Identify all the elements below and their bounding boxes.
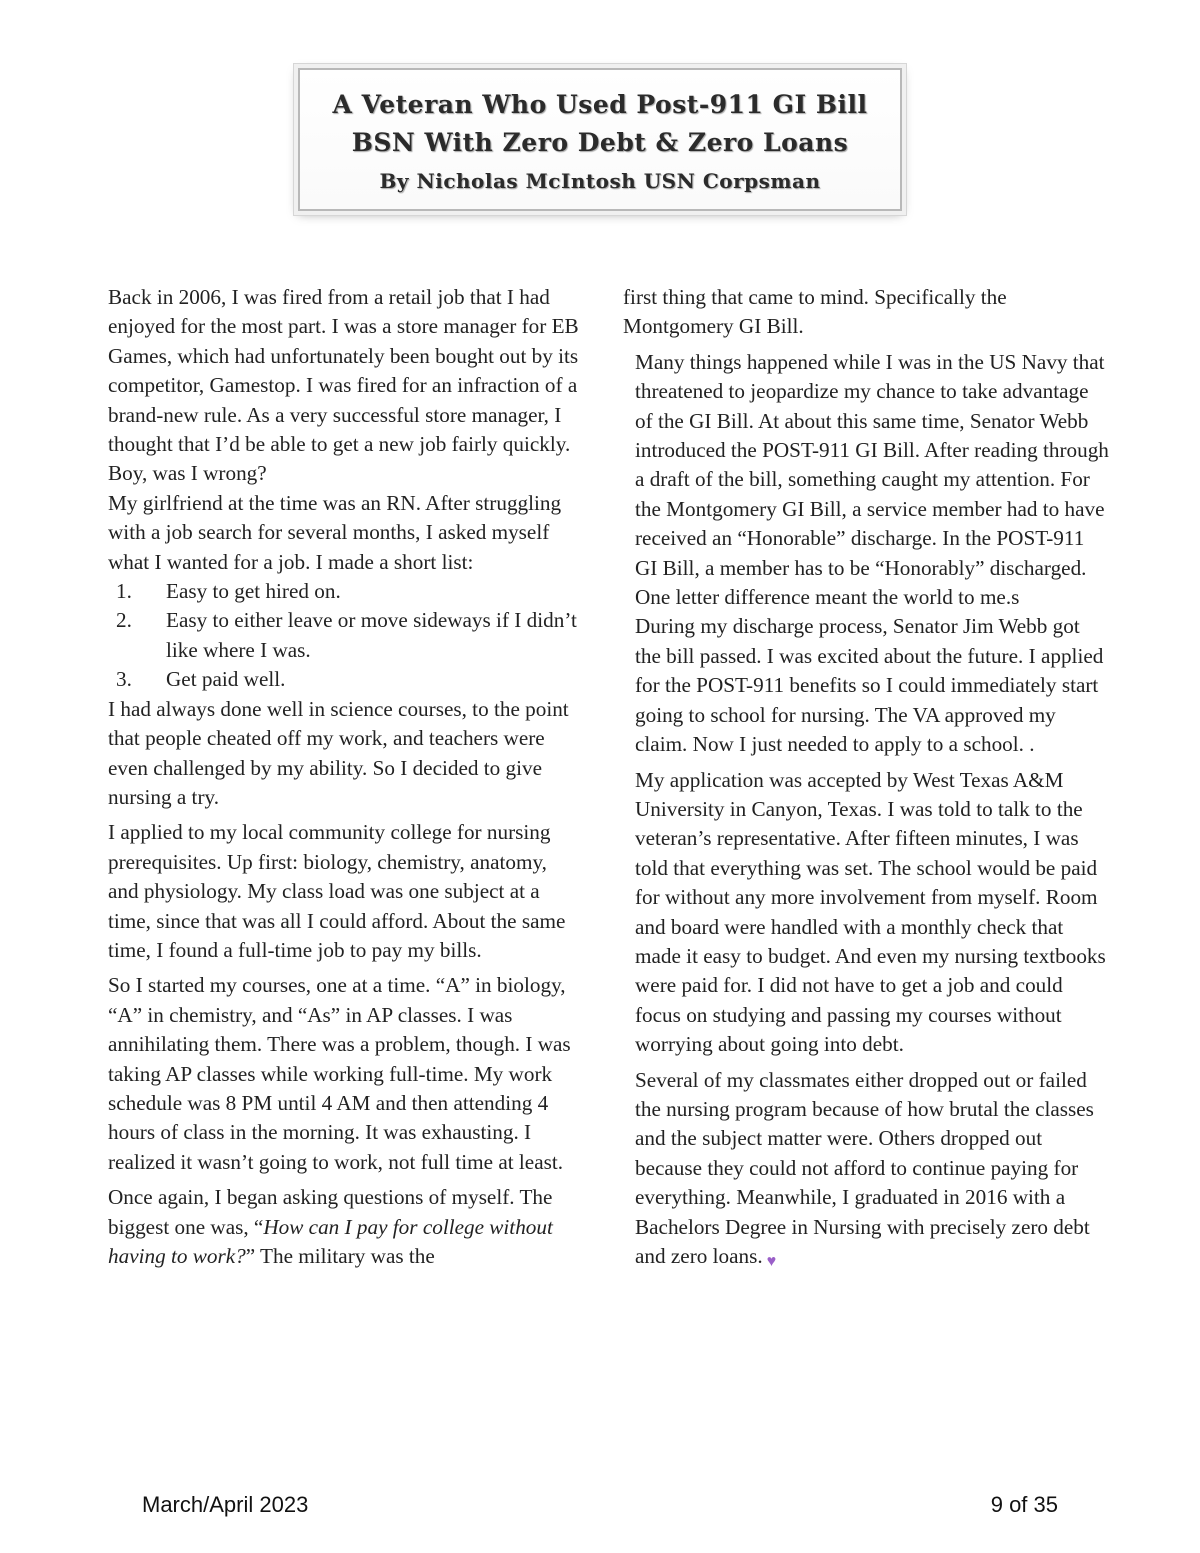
paragraph: I applied to my local community college for nursing prerequisites. Up first: biology, chemistry, anatomy, and physiology. My class load was one subject at a time, since that was all I could afford. About the same time, I found a full-time job to pay my bills. (108, 820, 566, 962)
list-number: 3. (116, 667, 132, 692)
paragraph: My girlfriend at the time was an RN. After struggling with a job search for several months, I asked myself what I wanted for a job. I made a short list: (108, 490, 562, 574)
paragraph: My application was accepted by West Texas A&M University in Canyon, Texas. I was told to talk to the veteran’s representative. After fifteen minutes, I was told that everything was set. The school would be paid for without any more involvement from myself. Room and board were handled with a monthly check that made it easy to budget. And even my nursing textbooks were paid for. I did not have to get a job and could focus on studying and passing my courses without worrying about going into debt. (635, 767, 1106, 1057)
list-item-text: Get paid well. (166, 667, 286, 692)
paragraph (623, 1066, 1109, 1277)
left-column (96, 283, 582, 1271)
list-item-text: Easy to either leave or move sideways if I didn’t like where I was. (166, 608, 577, 662)
article-title-line-2: BSN With Zero Debt & Zero Loans (351, 128, 849, 157)
paragraph: So I started my courses, one at a time. “A” in biology, “A” in chemistry, and “As” in AP classes. I was annihilating them. There was a problem, though. I was taking AP classes while working full-time. My work schedule was 8 PM until 4 AM and then attending 4 hours of class in the morning. It was exhausting. I realized it wasn’t going to work, not full time at least. (108, 973, 571, 1174)
paragraph: Many things happened while I was in the US Navy that threatened to jeopardize my chance to take advantage of the GI Bill. At about this same time, Senator Webb introduced the POST-911 GI Bill. After reading through a draft of the bill, something caught my attention. For the Montgomery GI Bill, a service member had to have received an “Honorable” discharge. In the POST-911 GI Bill, a member has to be “Honorably” discharged. One letter difference meant the world to me.s (635, 349, 1109, 610)
paragraph: Back in 2006, I was fired from a retail job that I had enjoyed for the most part. I was a store manager for EB Games, which had unfortunately been bought out by its competitor, Gamestop. I was fired for an infraction of a brand-new rule. As a very successful store manager, I thought that I’d be able to get a new job fairly quickly. Boy, was I wrong? (108, 285, 579, 486)
page-number: 9 of 35 (990, 1492, 1058, 1517)
numbered-list (96, 577, 582, 695)
paragraph: I had always done well in science courses, to the point that people cheated off my work, and teachers were even challenged by my ability. So I decided to give nursing a try. (108, 696, 569, 809)
paragraph: During my discharge process, Senator Jim Webb got the bill passed. I was excited about the future. I applied for the POST-911 benefits so I could immediately start going to school for nursing. The VA approved my claim. Now I just needed to apply to a school. . (635, 614, 1104, 757)
list-number: 2. (116, 608, 132, 633)
list-item (96, 577, 582, 606)
paragraph-text: Once again, I began asking questions of myself. The biggest one was, “ (108, 1185, 553, 1239)
list-item (96, 665, 582, 694)
article-title-line-1: A Veteran Who Used Post-911 GI Bill (332, 90, 868, 119)
italic-question: How can I pay for college without having to work? (108, 1214, 553, 1268)
right-column (623, 283, 1109, 1276)
list-item-text: Easy to get hired on. (166, 579, 341, 604)
purple-heart-icon: ♥ (766, 1253, 777, 1270)
paragraph-text: ” The military was the (245, 1244, 435, 1268)
title-box (298, 68, 902, 211)
paragraph: first thing that came to mind. Specifically the Montgomery GI Bill. (623, 285, 1007, 339)
paragraph (96, 1183, 582, 1271)
list-item (96, 606, 582, 665)
list-number: 1. (116, 579, 132, 604)
issue-date: March/April 2023 (142, 1492, 309, 1517)
paragraph-text: Several of my classmates either dropped out or failed the nursing program because of how brutal the classes and the subject matter were. Others dropped out because they could not afford to continue paying for everything. Meanwhile, I graduated in 2016 with a Bachelors Degree in Nursing with precisely zero debt and zero loans. (635, 1067, 1094, 1268)
article-byline: By Nicholas McIntosh USN Corpsman (379, 169, 821, 193)
